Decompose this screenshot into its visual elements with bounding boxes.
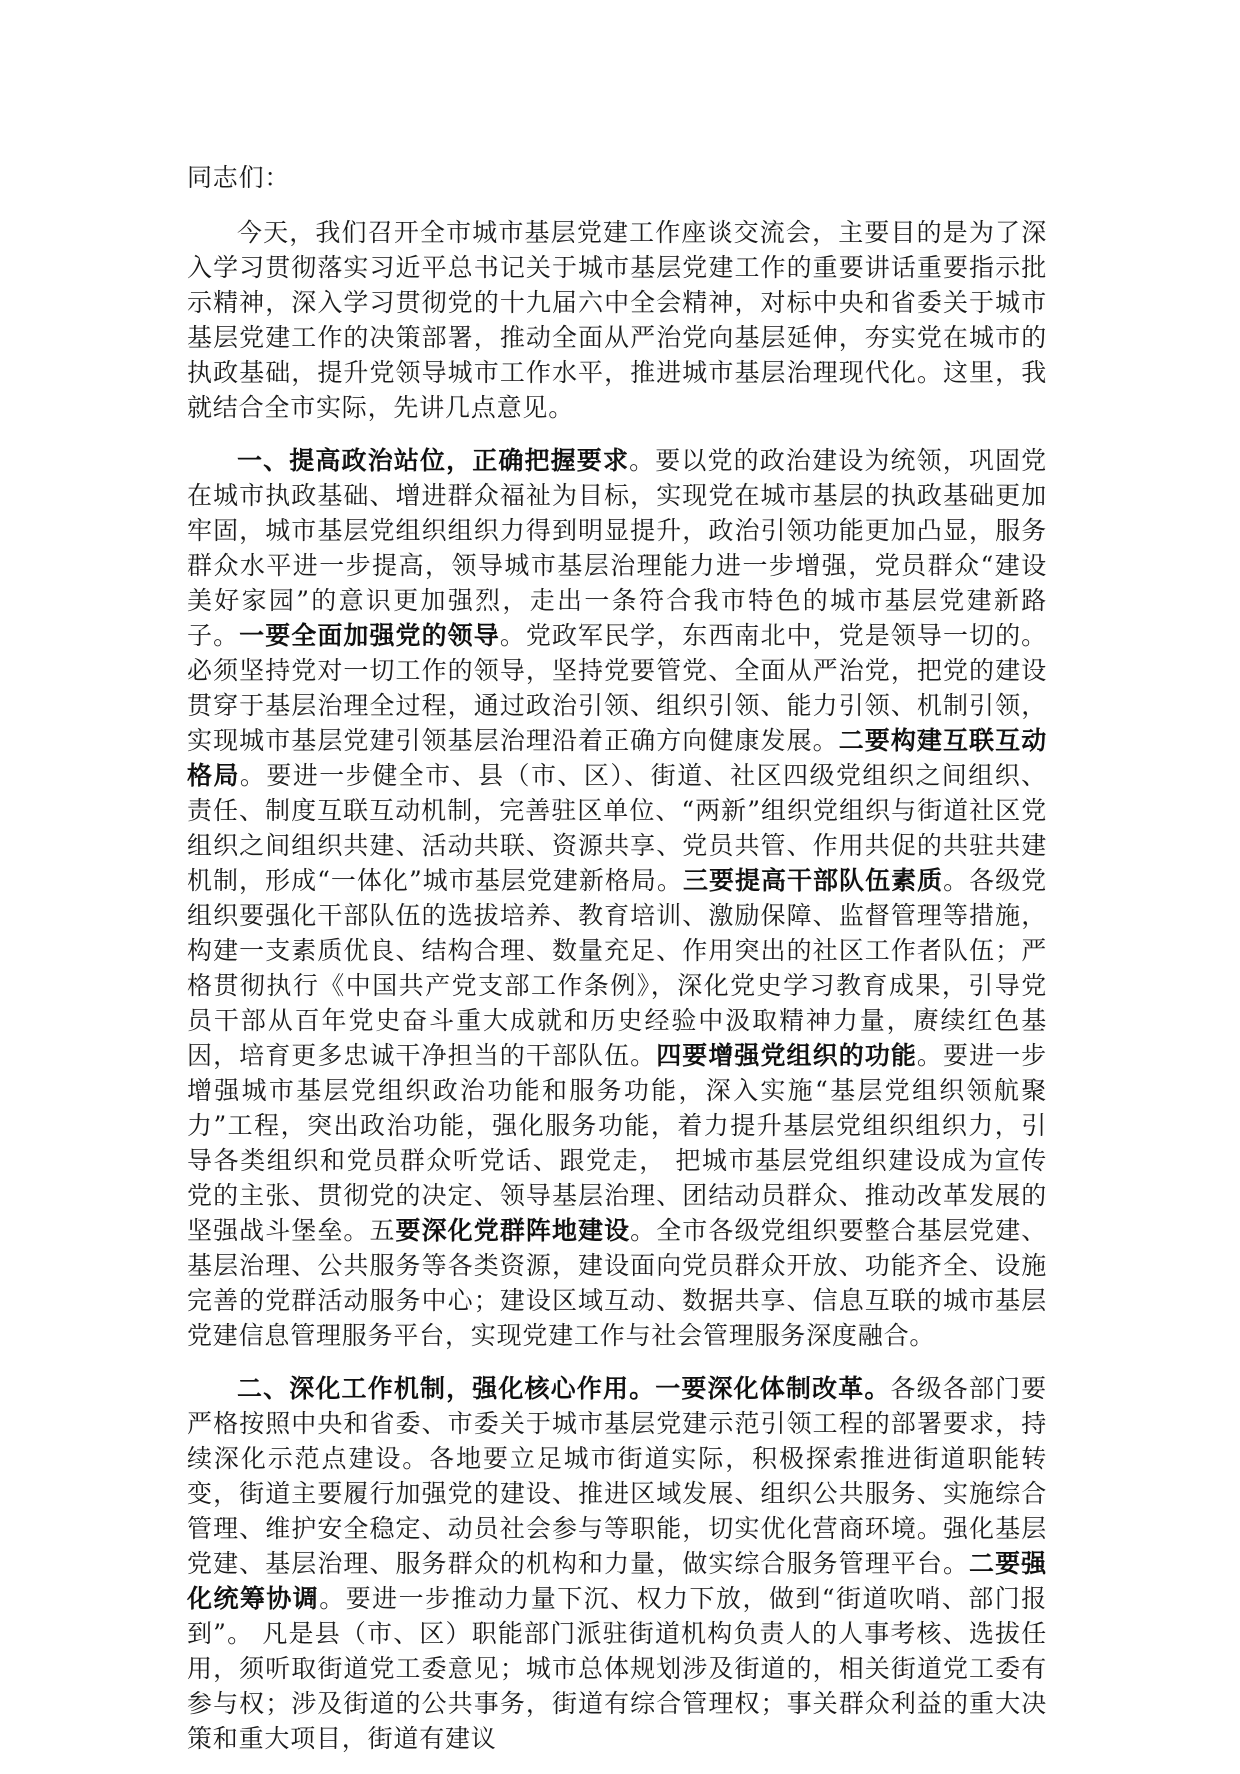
section-1-body: 。要以党的政治建设为统领，巩固党在城市执政基础、增进群众福祉为目标，实现党在城市基层的执政基础更加牢固，城市基层党组织组织力得到明显提升，政治引领功能更加凸显，服务群众水平进一步提高，领导城市基层治理能力进一步增强，党员群众“建设美好家园”的意识更加强烈，走出一条符合我市特色的城市基层党建新路子。 [187,446,1047,650]
section-1-point-1-body: 。党政军民学，东西南北中，党是领导一切的。必须坚持党对一切工作的领导，坚持党要管党、全面从严治党，把党的建设贯穿于基层治理全过程，通过政治引领、组织引领、能力引领、机制引领，实现城市基层党建引领基层治理沿着正确方向健康发展。 [187,621,1047,755]
salutation: 同志们： [187,163,291,192]
intro-paragraph: 今天，我们召开全市城市基层党建工作座谈交流会，主要目的是为了深入学习贯彻落实习近平总书记关于城市基层党建工作的重要讲话重要指示批示精神，深入学习贯彻党的十九届六中全会精神，对标中央和省委关于城市基层党建工作的决策部署，推动全面从严治党向基层延伸，夯实党在城市的执政基础，提升党领导城市工作水平，推进城市基层治理现代化。这里，我就结合全市实际，先讲几点意见。 [187,218,1047,422]
section-1-point-4-heading: 四要增强党组织的功能 [656,1041,917,1070]
section-1-point-2-heading: 二要构建互联互动格局 [187,726,1047,790]
section-2-body: 各级各部门要严格按照中央和省委、市委关于城市基层党建示范引领工程的部署要求，持续深化示范点建设。各地要立足城市街道实际，积极探索推进街道职能转变，街道主要履行加强党的建设、推进区域发展、组织公共服务、实施综合管理、维护安全稳定、动员社会参与等职能，切实优化营商环境。强化基层党建、基层治理、服务群众的机构和力量，做实综合服务管理平台。 [187,1374,1047,1578]
section-1-heading: 一、提高政治站位，正确把握要求 [237,446,630,475]
section-1-paragraph [187,443,1047,1353]
section-1-point-3-heading: 三要提高干部队伍素质 [682,866,944,895]
section-2-paragraph [187,1371,1047,1756]
section-1-point-5-body: 。全市各级党组织要整合基层党建、基层治理、公共服务等各类资源，建设面向党员群众开放、功能齐全、设施完善的党群活动服务中心；建设区域互动、数据共享、信息互联的城市基层党建信息管理服务平台，实现党建工作与社会管理服务深度融合。 [187,1216,1047,1350]
section-1-point-3-body: 。各级党组织要强化干部队伍的选拔培养、教育培训、激励保障、监督管理等措施，构建一支素质优良、结构合理、数量充足、作用突出的社区工作者队伍；严格贯彻执行《中国共产党支部工作条例》，深化党史学习教育成果，引导党员干部从百年党史奋斗重大成就和历史经验中汲取精神力量，赓续红色基因，培育更多忠诚干净担当的干部队伍。 [187,866,1047,1070]
document-page [187,160,1047,1774]
section-1-point-2-body: 。要进一步健全市、县（市、区）、街道、社区四级党组织之间组织、责任、制度互联互动机制，完善驻区单位、“两新”组织党组织与街道社区党组织之间组织共建、活动共联、资源共享、党员共管、作用共促的共驻共建机制，形成“一体化”城市基层党建新格局。 [187,761,1047,895]
section-2-heading: 二、深化工作机制，强化核心作用。一要深化体制改革。 [237,1374,891,1403]
section-2-point-2-body: 。要进一步推动力量下沉、权力下放，做到“街道吹哨、部门报到”。 凡是县（市、区）职能部门派驻街道机构负责人的人事考核、选拔任用，须听取街道党工委意见；城市总体规划涉及街道的，相关街道党工委有参与权；涉及街道的公共事务，街道有综合管理权；事关群众利益的重大决策和重大项目，街道有建议 [187,1584,1047,1753]
section-2-point-2-heading: 二要强化统筹协调 [187,1549,1047,1613]
section-1-point-5-heading: 要深化党群阵地建设 [395,1216,631,1245]
section-1-point-1-heading: 一要全面加强党的领导 [239,621,500,650]
section-1-point-4-body: 。要进一步增强城市基层党组织政治功能和服务功能，深入实施“基层党组织领航聚力”工程，突出政治功能，强化服务功能，着力提升基层党组织组织力，引导各类组织和党员群众听党话、跟党走， 把城市基层党组织建设成为宣传党的主张、贯彻党的决定、领导基层治理、团结动员群众、推动改革发展的坚强战斗堡垒。五 [187,1041,1047,1245]
